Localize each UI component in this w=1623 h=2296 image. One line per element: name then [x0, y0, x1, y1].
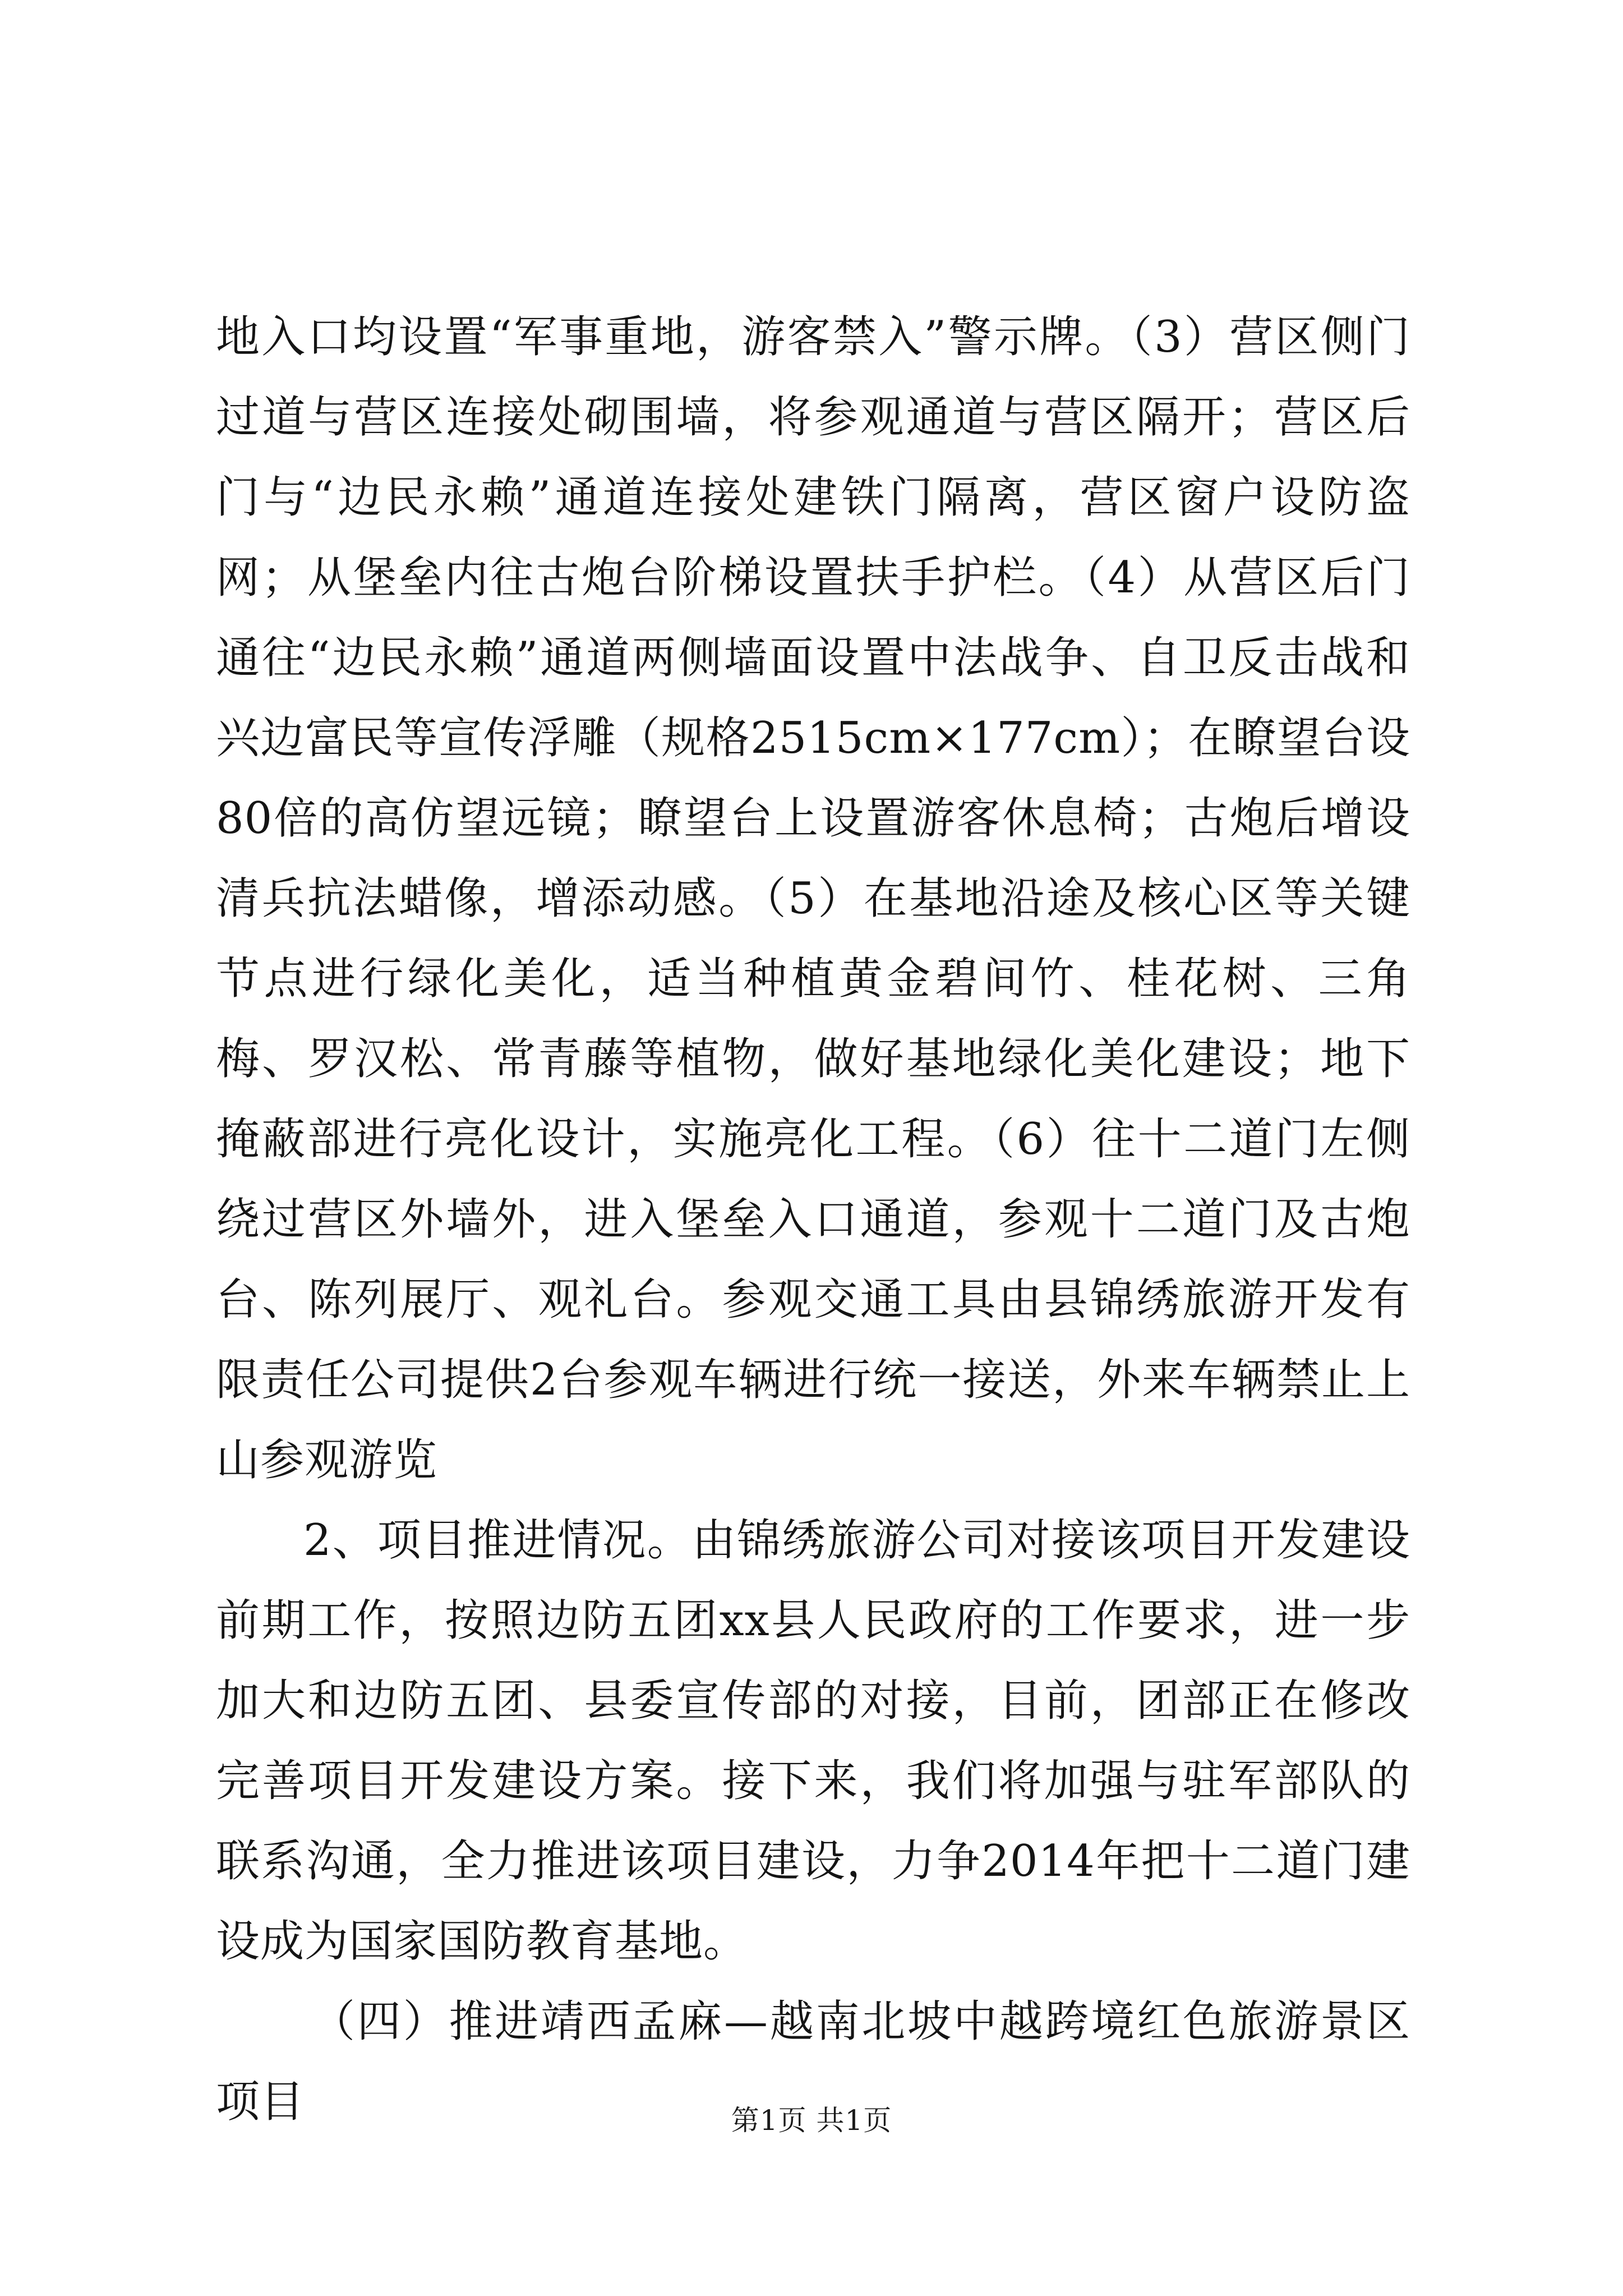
page-footer: 第1页 共1页 [731, 2104, 892, 2137]
paragraph-project-progress: 2、项目推进情况。由锦绣旅游公司对接该项目开发建设前期工作，按照边防五团xx县人民政府的工作要求，进一步加大和边防五团、县委宣传部的对接，目前，团部正在修改完善项目开发建设方案。接下来，我们将加强与驻军部队的联系沟通，全力推进该项目建设，力争2014年把十二道门建设成为国家国防教育基地。 [216, 1515, 1410, 1967]
paragraph-continuation: 地入口均设置“军事重地，游客禁入”警示牌。（3）营区侧门过道与营区连接处砌围墙，将参观通道与营区隔开；营区后门与“边民永赖”通道连接处建铁门隔离，营区窗户设防盗网；从堡垒内往古炮台阶梯设置扶手护栏。（4）从营区后门通往“边民永赖”通道两侧墙面设置中法战争、自卫反击战和兴边富民等宣传浮雕（规格2515cm×177cm）；在瞭望台设80倍的高仿望远镜；瞭望台上设置游客休息椅；古炮后增设清兵抗法蜡像，增添动感。（5）在基地沿途及核心区等关键节点进行绿化美化，适当种植黄金碧间竹、桂花树、三角梅、罗汉松、常青藤等植物，做好基地绿化美化建设；地下掩蔽部进行亮化设计，实施亮化工程。（6）往十二道门左侧绕过营区外墙外，进入堡垒入口通道，参观十二道门及古炮台、陈列展厅、观礼台。参观交通工具由县锦绣旅游开发有限责任公司提供2台参观车辆进行统一接送，外来车辆禁止上山参观游览 [216, 312, 1410, 1485]
document-body [216, 297, 1410, 2142]
section-heading: （四）推进靖西孟麻—越南北坡中越跨境红色旅游景区项目 [216, 1996, 1410, 2127]
